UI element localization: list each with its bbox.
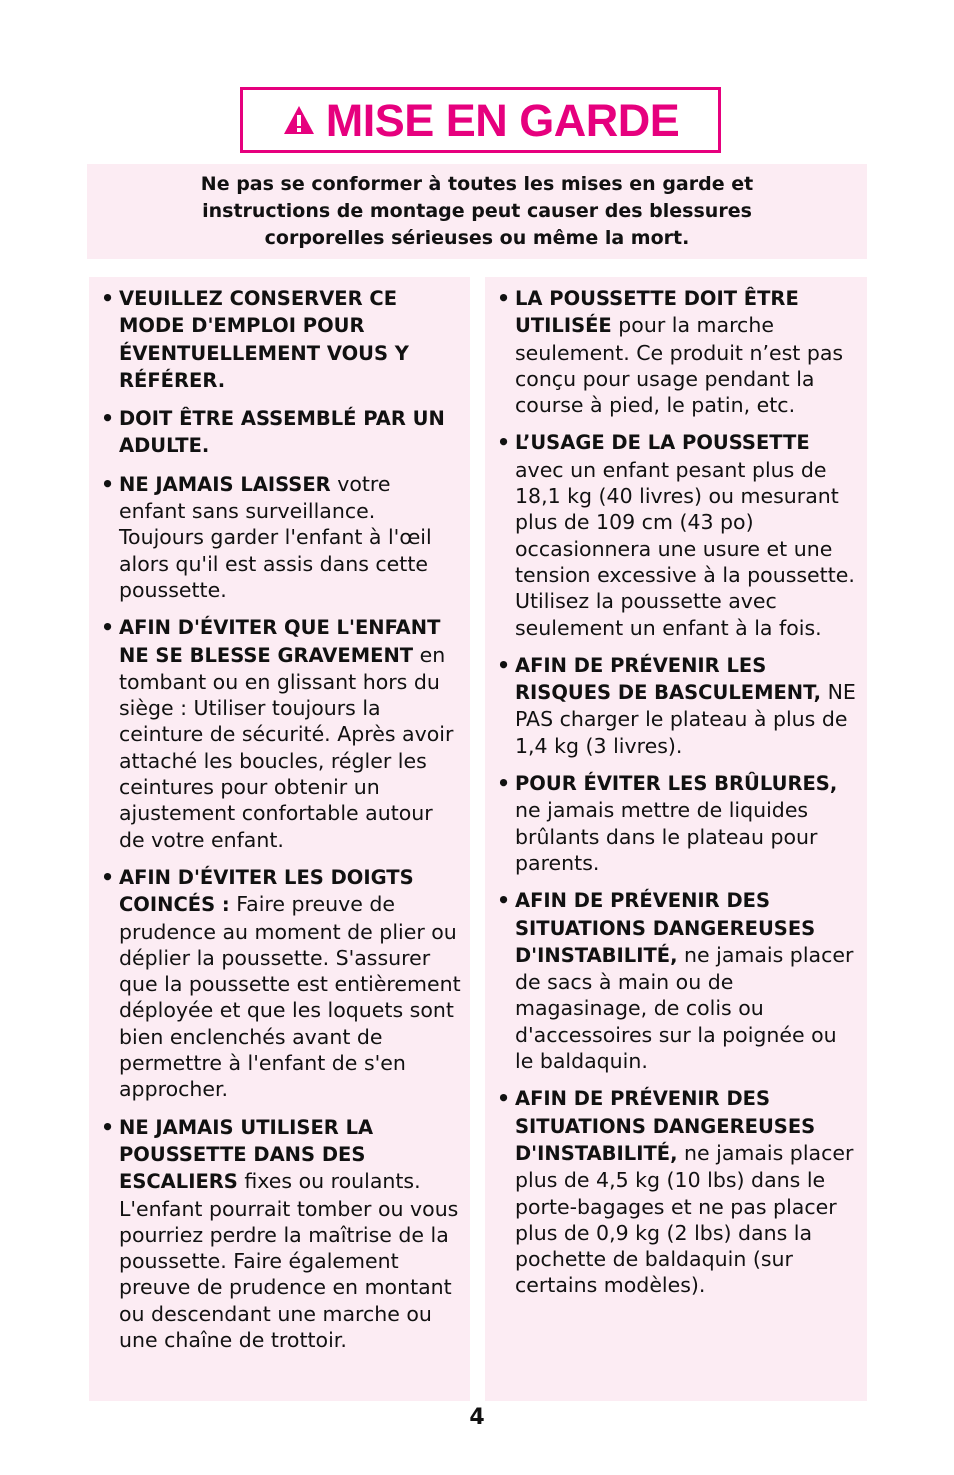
warning-bold-text: VEUILLEZ CONSERVER CE MODE D'EMPLOI POUR ÉVENTUELLEMENT VOUS Y RÉFÉRER. xyxy=(119,287,409,392)
bullet: • xyxy=(101,286,115,310)
warning-bold-text: NE JAMAIS UTILISER LA POUSSETTE DANS DES ESCALIERS xyxy=(119,1115,374,1194)
warning-item xyxy=(101,405,462,460)
bullet: • xyxy=(497,1086,511,1111)
bullet: • xyxy=(101,1114,115,1139)
bullet: • xyxy=(101,406,115,431)
warning-item xyxy=(101,1114,462,1354)
warning-item xyxy=(497,770,861,876)
left-column xyxy=(89,277,470,1401)
warning-item xyxy=(497,429,861,640)
warning-body-text: avec un enfant pesant plus de 18,1 kg (40 livres) ou mesurant plus de 109 cm (43 po) occasionnera une usure et une tension excessive à la poussette. Utilisez la poussette avec seulement un enfant à la fois. xyxy=(515,457,855,640)
warning-item xyxy=(101,614,462,853)
warning-bold-text: AFIN DE PRÉVENIR DES SITUATIONS DANGEREUSES D'INSTABILITÉ, xyxy=(515,1087,816,1165)
bullet: • xyxy=(497,652,511,677)
bullet: • xyxy=(497,430,511,455)
warning-bold-text: AFIN D'ÉVITER LES DOIGTS COINCÉS : xyxy=(119,865,414,917)
warning-body-text: ne jamais placer plus de 4,5 kg (10 lbs) dans le porte-bagages et ne pas placer plus de 0,9 kg (2 lbs) dans la pochette de baldaquin (sur certains modèles). xyxy=(515,1140,854,1298)
right-column xyxy=(485,277,867,1401)
warning-body-text: fixes ou roulants. L'enfant pourrait tomber ou vous pourriez perdre la maîtrise de la poussette. Faire également preuve de prudence en montant ou descendant une marche ou une chaîne de trottoir. xyxy=(119,1169,459,1352)
warning-item xyxy=(497,652,861,759)
bullet: • xyxy=(101,471,115,496)
bullet: • xyxy=(497,286,511,310)
bullet: • xyxy=(497,771,511,796)
bullet: • xyxy=(101,615,115,640)
warning-bold-text: AFIN DE PRÉVENIR LES RISQUES DE BASCULEMENT, xyxy=(515,653,822,705)
warning-bold-text: AFIN DE PRÉVENIR DES SITUATIONS DANGEREUSES D'INSTABILITÉ, xyxy=(515,889,816,967)
warning-body-text: votre enfant sans surveillance. Toujours garder l'enfant à l'œil alors qu'il est assis dans cette poussette. xyxy=(119,471,432,602)
warning-bold-text: LA POUSSETTE DOIT ÊTRE UTILISÉE xyxy=(515,287,799,338)
warning-body-text: ne jamais placer de sacs à main ou de magasinage, de colis ou d'accessoires sur la poignée ou le baldaquin. xyxy=(515,942,854,1074)
warning-body-text: en tombant ou en glissant hors du siège : Utiliser toujours la ceinture de sécurité. Après avoir attaché les boucles, régler les ceintures pour obtenir un ajustement confortable autour de votre enfant. xyxy=(119,642,454,852)
warning-item xyxy=(497,285,861,418)
warning-bold-text: AFIN D'ÉVITER QUE L'ENFANT NE SE BLESSE GRAVEMENT xyxy=(119,616,441,667)
bullet: • xyxy=(101,864,115,889)
warning-body-text: pour la marche seulement. Ce produit n’est pas conçu pour usage pendant la course à pied, le patin, etc. xyxy=(515,313,844,418)
warning-item xyxy=(101,285,462,394)
warning-item xyxy=(101,864,462,1103)
bullet: • xyxy=(497,888,511,913)
warning-bold-text: L’USAGE DE LA POUSSETTE xyxy=(515,431,810,455)
warning-item xyxy=(101,471,462,603)
warning-bold-text: NE JAMAIS LAISSER xyxy=(119,472,331,496)
warning-body-text: Faire preuve de prudence au moment de plier ou déplier la poussette. S'assurer que la poussette est entièrement déployée et que les loquets sont bien enclenchés avant de permettre à l'enfant de s'en approcher. xyxy=(119,892,461,1102)
warning-title-box xyxy=(240,87,721,153)
page-number: 4 xyxy=(469,1405,485,1430)
intro-panel xyxy=(87,164,867,259)
warning-body-text: ne jamais mettre de liquides brûlants dans le plateau pour parents. xyxy=(515,798,818,875)
title-text: MISE EN GARDE xyxy=(325,94,680,146)
warning-bold-text: DOIT ÊTRE ASSEMBLÉ PAR UN ADULTE. xyxy=(119,407,445,458)
warning-bold-text: POUR ÉVITER LES BRÛLURES, xyxy=(515,772,838,796)
warning-body-text: NE PAS charger le plateau à plus de 1,4 kg (3 livres). xyxy=(515,680,856,758)
warning-item xyxy=(497,1085,861,1298)
intro-text: Ne pas se conformer à toutes les mises en garde et instructions de montage peut causer des blessures corporelles sérieuses ou même la mort. xyxy=(200,173,754,249)
warning-item xyxy=(497,887,861,1074)
warning-title xyxy=(282,94,680,146)
warning-triangle-icon xyxy=(282,104,316,136)
